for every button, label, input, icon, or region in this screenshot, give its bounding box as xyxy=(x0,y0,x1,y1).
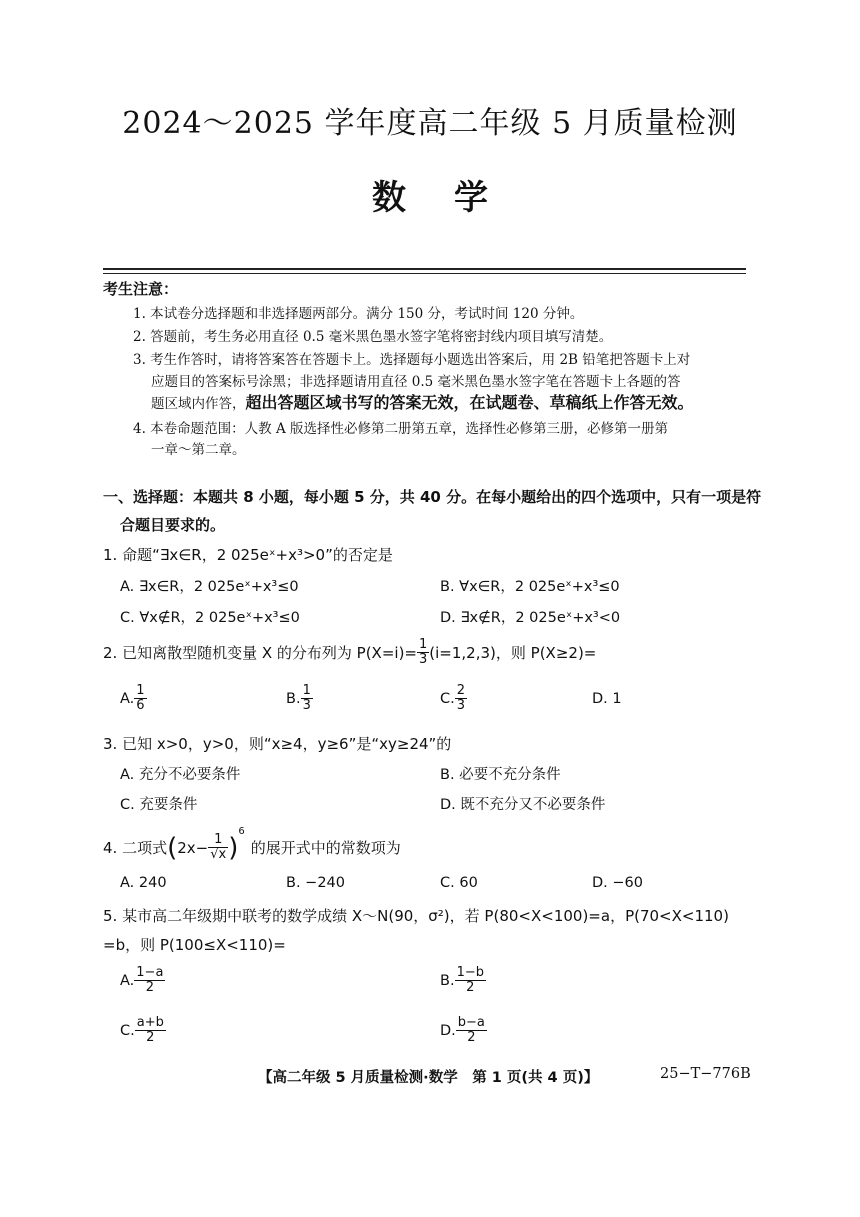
q5-option-d-den: 2 xyxy=(467,1030,476,1045)
q4-left-paren: ( xyxy=(167,832,178,863)
q5-option-b xyxy=(440,966,486,995)
q2-option-a-label: A. xyxy=(120,690,135,707)
q5-option-c-num: a+b xyxy=(136,1015,164,1030)
q1-option-a: A. ∃x∈R，2 025eˣ+x³≤0 xyxy=(120,579,299,595)
q5-option-a xyxy=(120,966,165,995)
notice-item-4-line-1: 4. 本卷命题范围：人教 A 版选择性必修第二册第五章，选择性必修第三册，必修第一册第 xyxy=(133,421,669,437)
q5-option-c-label: C. xyxy=(120,1022,135,1039)
q4-expr-a: 2x− xyxy=(177,838,209,857)
header-rule-thick xyxy=(103,268,746,270)
q2-option-b-fraction xyxy=(301,684,313,713)
q5-option-a-den: 2 xyxy=(145,980,154,995)
q4-option-c: C. 60 xyxy=(440,875,478,891)
q2-option-b-num: 1 xyxy=(302,683,311,698)
q2-stem-part-a: 2. 已知离散型随机变量 X 的分布列为 P(X=i)= xyxy=(103,644,417,662)
q2-stem-denominator: 3 xyxy=(419,652,428,667)
q2-option-a xyxy=(120,684,147,713)
q4-exponent: 6 xyxy=(238,826,245,837)
q2-option-a-num: 1 xyxy=(136,683,145,698)
q4-expr-den: √x xyxy=(210,847,227,862)
q5-option-b-label: B. xyxy=(440,972,455,989)
q1-option-d: D. ∃x∉R，2 025eˣ+x³<0 xyxy=(440,610,621,626)
q4-option-a: A. 240 xyxy=(120,875,167,891)
q1-stem: 1. 命题“∃x∈R，2 025eˣ+x³>0”的否定是 xyxy=(103,546,393,564)
q4-stem xyxy=(103,826,401,863)
q4-option-d: D. −60 xyxy=(592,875,643,891)
notice-item-3-normal: 题区域内作答， xyxy=(151,396,246,412)
q2-option-c-label: C. xyxy=(440,690,455,707)
subject-title: 数学 xyxy=(372,178,536,218)
q4-stem-part-a: 4. 二项式 xyxy=(103,839,168,857)
q1-option-c: C. ∀x∉R，2 025eˣ+x³≤0 xyxy=(120,610,300,626)
q2-stem-fraction xyxy=(417,638,429,667)
q5-option-c-fraction xyxy=(135,1016,166,1045)
q2-option-c-den: 3 xyxy=(456,698,466,713)
q4-stem-part-b: 的展开式中的常数项为 xyxy=(250,839,401,857)
q3-option-d: D. 既不充分又不必要条件 xyxy=(440,797,606,813)
q5-option-d-num: b−a xyxy=(457,1015,485,1030)
notice-item-3-line-1: 3. 考生作答时，请将答案答在答题卡上。选择题每小题选出答案后，用 2B 铅笔把答题卡上对 xyxy=(133,352,691,368)
notice-heading: 考生注意： xyxy=(103,280,179,298)
q4-expr-fraction xyxy=(208,833,228,862)
q4-expr-num: 1 xyxy=(208,833,228,848)
q3-option-c: C. 充要条件 xyxy=(120,797,198,813)
q5-option-d xyxy=(440,1016,487,1045)
q5-stem-line-1: 5. 某市高二年级期中联考的数学成绩 X～N(90，σ²)，若 P(80<X<100)=a，P(70<X<110) xyxy=(103,907,729,925)
q2-option-b-den: 3 xyxy=(302,698,311,713)
q5-option-c-den: 2 xyxy=(146,1030,155,1045)
q2-stem-numerator: 1 xyxy=(419,637,428,652)
q2-option-c-num: 2 xyxy=(456,683,466,698)
section-heading-line-2: 合题目要求的。 xyxy=(120,516,226,534)
q5-option-d-label: D. xyxy=(440,1022,456,1039)
q5-option-b-num: 1−b xyxy=(456,965,484,980)
notice-item-3-line-3 xyxy=(151,390,694,413)
q2-option-a-den: 6 xyxy=(136,698,145,713)
notice-item-3-emphasis: 超出答题区域书写的答案无效，在试题卷、草稿纸上作答无效。 xyxy=(245,393,694,412)
q2-option-c-fraction xyxy=(455,684,467,713)
q5-option-a-num: 1−a xyxy=(136,965,164,980)
q5-option-c xyxy=(120,1016,166,1045)
notice-item-4-line-2: 一章～第二章。 xyxy=(151,442,246,458)
q5-option-a-label: A. xyxy=(120,972,135,989)
q5-option-d-fraction xyxy=(456,1016,487,1045)
q2-option-c xyxy=(440,684,467,713)
q2-stem xyxy=(103,638,596,667)
q2-option-d: D. 1 xyxy=(592,691,622,707)
notice-item-2: 2. 答题前，考生务必用直径 0.5 毫米黑色墨水签字笔将密封线内项目填写清楚。 xyxy=(133,329,613,345)
paper-code: 25−T−776B xyxy=(660,1066,751,1082)
notice-item-3-line-2: 应题目的答案标号涂黑；非选择题请用直径 0.5 毫米黑色墨水签字笔在答题卡上各题的答 xyxy=(151,374,681,390)
q2-option-b-label: B. xyxy=(286,690,301,707)
q2-option-b xyxy=(286,684,313,713)
section-heading-line-1: 一、选择题：本题共 8 小题，每小题 5 分，共 40 分。在每小题给出的四个选项中，只有一项是符 xyxy=(103,488,762,506)
q5-option-a-fraction xyxy=(134,966,165,995)
q2-stem-part-b: (i=1,2,3)，则 P(X≥2)= xyxy=(429,644,597,662)
header-rule-thin xyxy=(103,273,746,274)
q5-option-b-den: 2 xyxy=(466,980,475,995)
page-footer: 【高二年级 5 月质量检测·数学 第 1 页(共 4 页)】 xyxy=(258,1070,599,1086)
q3-option-a: A. 充分不必要条件 xyxy=(120,767,241,783)
notice-item-1: 1. 本试卷分选择题和非选择题两部分。满分 150 分，考试时间 120 分钟。 xyxy=(133,306,584,322)
exam-title: 2024～2025 学年度高二年级 5 月质量检测 xyxy=(122,106,738,141)
q3-option-b: B. 必要不充分条件 xyxy=(440,767,561,783)
q4-option-b: B. −240 xyxy=(286,875,345,891)
q5-stem-line-2: =b，则 P(100≤X<110)= xyxy=(103,936,286,954)
q2-option-a-fraction xyxy=(134,684,146,713)
q5-option-b-fraction xyxy=(455,966,486,995)
q1-option-b: B. ∀x∈R，2 025eˣ+x³≤0 xyxy=(440,579,620,595)
q3-stem: 3. 已知 x>0，y>0，则“x≥4，y≥6”是“xy≥24”的 xyxy=(103,735,452,753)
q4-right-paren: ) xyxy=(228,832,239,863)
